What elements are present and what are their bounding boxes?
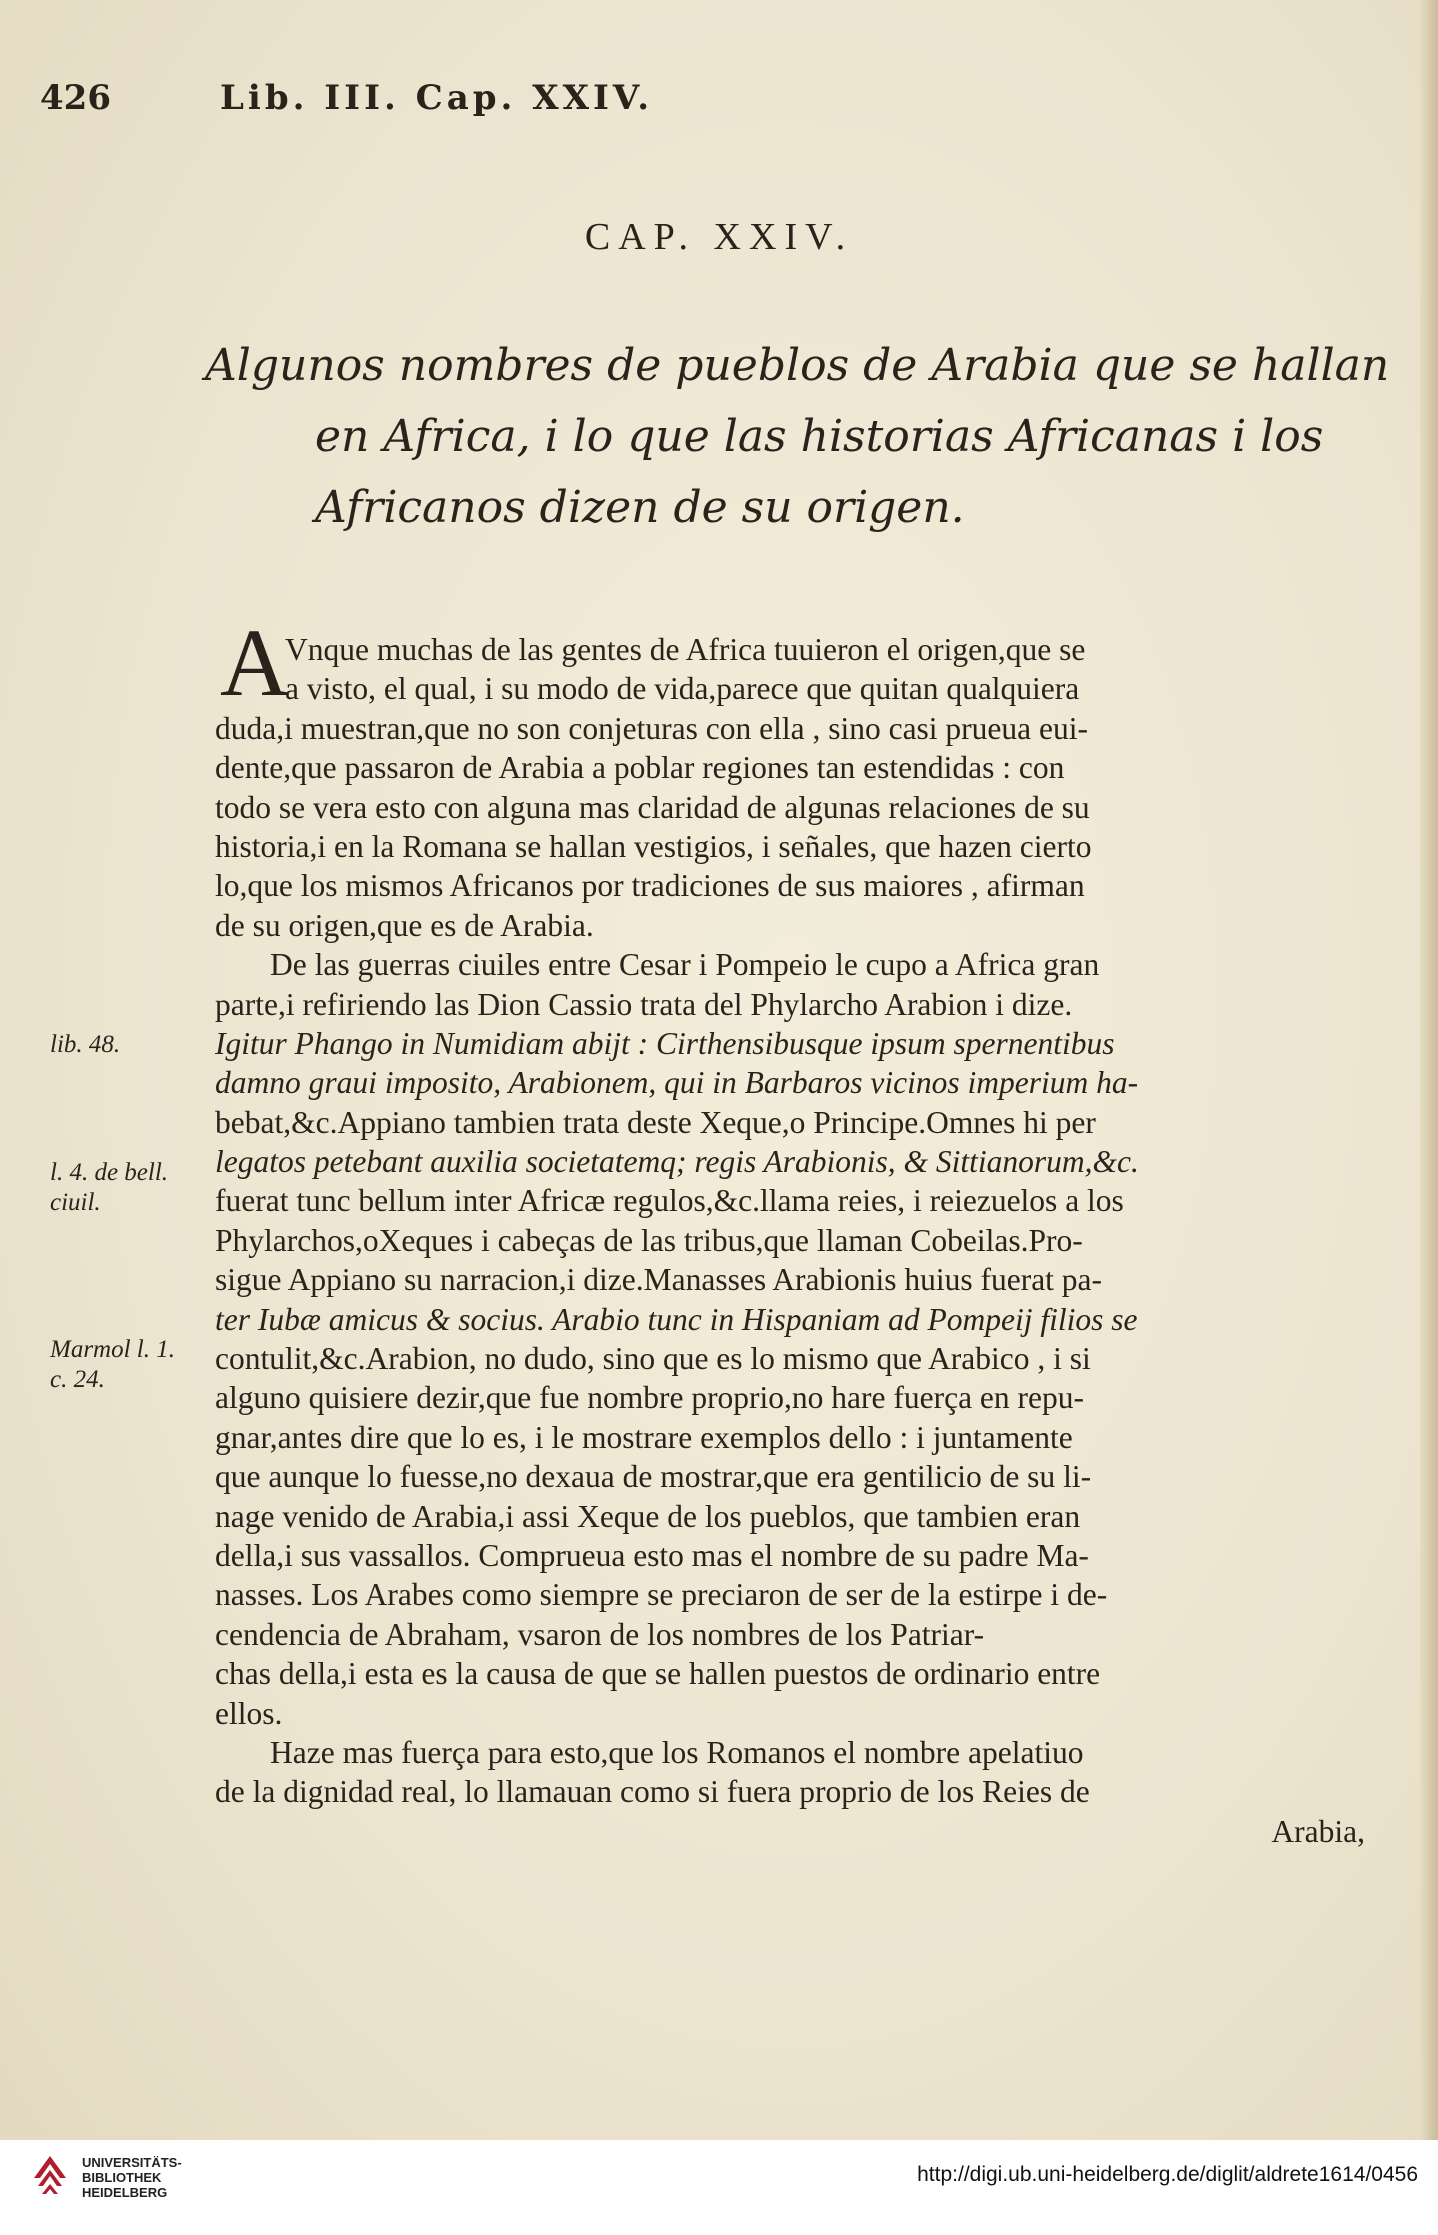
page-number: 426 <box>40 78 111 118</box>
running-head: Lib. III. Cap. XXIV. <box>220 78 654 118</box>
chapter-title <box>205 330 1390 543</box>
chapter-title-line: Algunos nombres de pueblos de Arabia que se hallan <box>205 340 1390 391</box>
text-line: damno graui imposito, Arabionem, qui in Barbaros vicinos imperium ha- <box>215 1065 1139 1101</box>
text-line: Phylarchos,oXeques i cabeças de las tribus,que llaman Cobeilas.Pro- <box>215 1222 1083 1258</box>
text-line: Igitur Phango in Numidiam abijt : Cirthensibusque ipsum spernentibus <box>215 1025 1115 1061</box>
text-line: alguno quisiere dezir,que fue nombre proprio,no hare fuerça en repu- <box>215 1380 1084 1416</box>
chapter-title-line: en Africa, i lo que las historias Africanas i los <box>315 411 1324 462</box>
chapter-title-line: Africanos dizen de su origen. <box>315 482 965 533</box>
text-line: a visto, el qual, i su modo de vida,parece que quitan qualquiera <box>285 671 1080 707</box>
margin-note: lib. 48. <box>50 1031 121 1058</box>
margin-note: l. 4. de bell. ciuil. <box>50 1159 169 1216</box>
text-line: Haze mas fuerça para esto,que los Romanos el nombre apelatiuo <box>270 1734 1084 1770</box>
library-logo-icon <box>30 2148 70 2204</box>
text-line: bebat,&c.Appiano tambien trata deste Xeque,o Principe.Omnes hi per <box>215 1104 1096 1140</box>
page-edge-shadow <box>1420 0 1438 2200</box>
body-text <box>215 630 1365 1851</box>
text-line: dente,que passaron de Arabia a poblar regiones tan estendidas : con <box>215 750 1065 786</box>
library-name <box>82 2155 182 2200</box>
source-url-link[interactable]: http://digi.ub.uni-heidelberg.de/diglit/aldrete1614/0456 <box>917 2163 1418 2186</box>
text-line: historia,i en la Romana se hallan vestigios, i señales, que hazen cierto <box>215 828 1092 864</box>
text-line: fuerat tunc bellum inter Africæ regulos,&c.llama reies, i reiezuelos a los <box>215 1183 1124 1219</box>
text-line: de su origen,que es de Arabia. <box>215 907 594 943</box>
library-name-line: HEIDELBERG <box>82 2185 168 2200</box>
text-line: De las guerras ciuiles entre Cesar i Pompeio le cupo a Africa gran <box>270 947 1100 983</box>
library-name-line: UNIVERSITÄTS- <box>82 2155 182 2170</box>
drop-capital: A <box>220 609 290 716</box>
text-line: gnar,antes dire que lo es, i le mostrare exemplos dello : i juntamente <box>215 1419 1073 1455</box>
margin-note: Marmol l. 1. c. 24. <box>50 1336 175 1393</box>
text-line: ter Iubæ amicus & socius. Arabio tunc in Hispaniam ad Pompeij filios se <box>215 1301 1138 1337</box>
library-name-line: BIBLIOTHEK <box>82 2170 162 2185</box>
text-line: nasses. Los Arabes como siempre se preciaron de ser de la estirpe i de- <box>215 1577 1108 1613</box>
text-line: lo,que los mismos Africanos por tradiciones de sus maiores , afirman <box>215 868 1085 904</box>
catchword: Arabia, <box>1271 1813 1365 1849</box>
text-line: nage venido de Arabia,i assi Xeque de los pueblos, que tambien eran <box>215 1498 1081 1534</box>
text-line: todo se vera esto con alguna mas claridad de algunas relaciones de su <box>215 789 1090 825</box>
text-line: della,i sus vassallos. Comprueua esto mas el nombre de su padre Ma- <box>215 1537 1089 1573</box>
text-line: legatos petebant auxilia societatemq; regis Arabionis, & Sittianorum,&c. <box>215 1144 1139 1180</box>
text-line: de la dignidad real, lo llamauan como si fuera proprio de los Reies de <box>215 1774 1090 1810</box>
text-line: contulit,&c.Arabion, no dudo, sino que es lo mismo que Arabico , i si <box>215 1341 1091 1377</box>
text-line: chas della,i esta es la causa de que se hallen puestos de ordinario entre <box>215 1656 1101 1692</box>
text-line: duda,i muestran,que no son conjeturas con ella , sino casi prueua eui- <box>215 710 1088 746</box>
text-line: cendencia de Abraham, vsaron de los nombres de los Patriar- <box>215 1616 985 1652</box>
text-line: Vnque muchas de las gentes de Africa tuuieron el origen,que se <box>285 632 1086 667</box>
text-line: ellos. <box>215 1695 283 1731</box>
chapter-heading: CAP. XXIV. <box>584 216 854 258</box>
text-line: que aunque lo fuesse,no dexaua de mostrar,que era gentilicio de su li- <box>215 1459 1092 1495</box>
text-line: sigue Appiano su narracion,i dize.Manasses Arabionis huius fuerat pa- <box>215 1262 1103 1298</box>
text-line: parte,i refiriendo las Dion Cassio trata del Phylarcho Arabion i dize. <box>215 986 1073 1022</box>
footer-bar <box>0 2140 1438 2235</box>
